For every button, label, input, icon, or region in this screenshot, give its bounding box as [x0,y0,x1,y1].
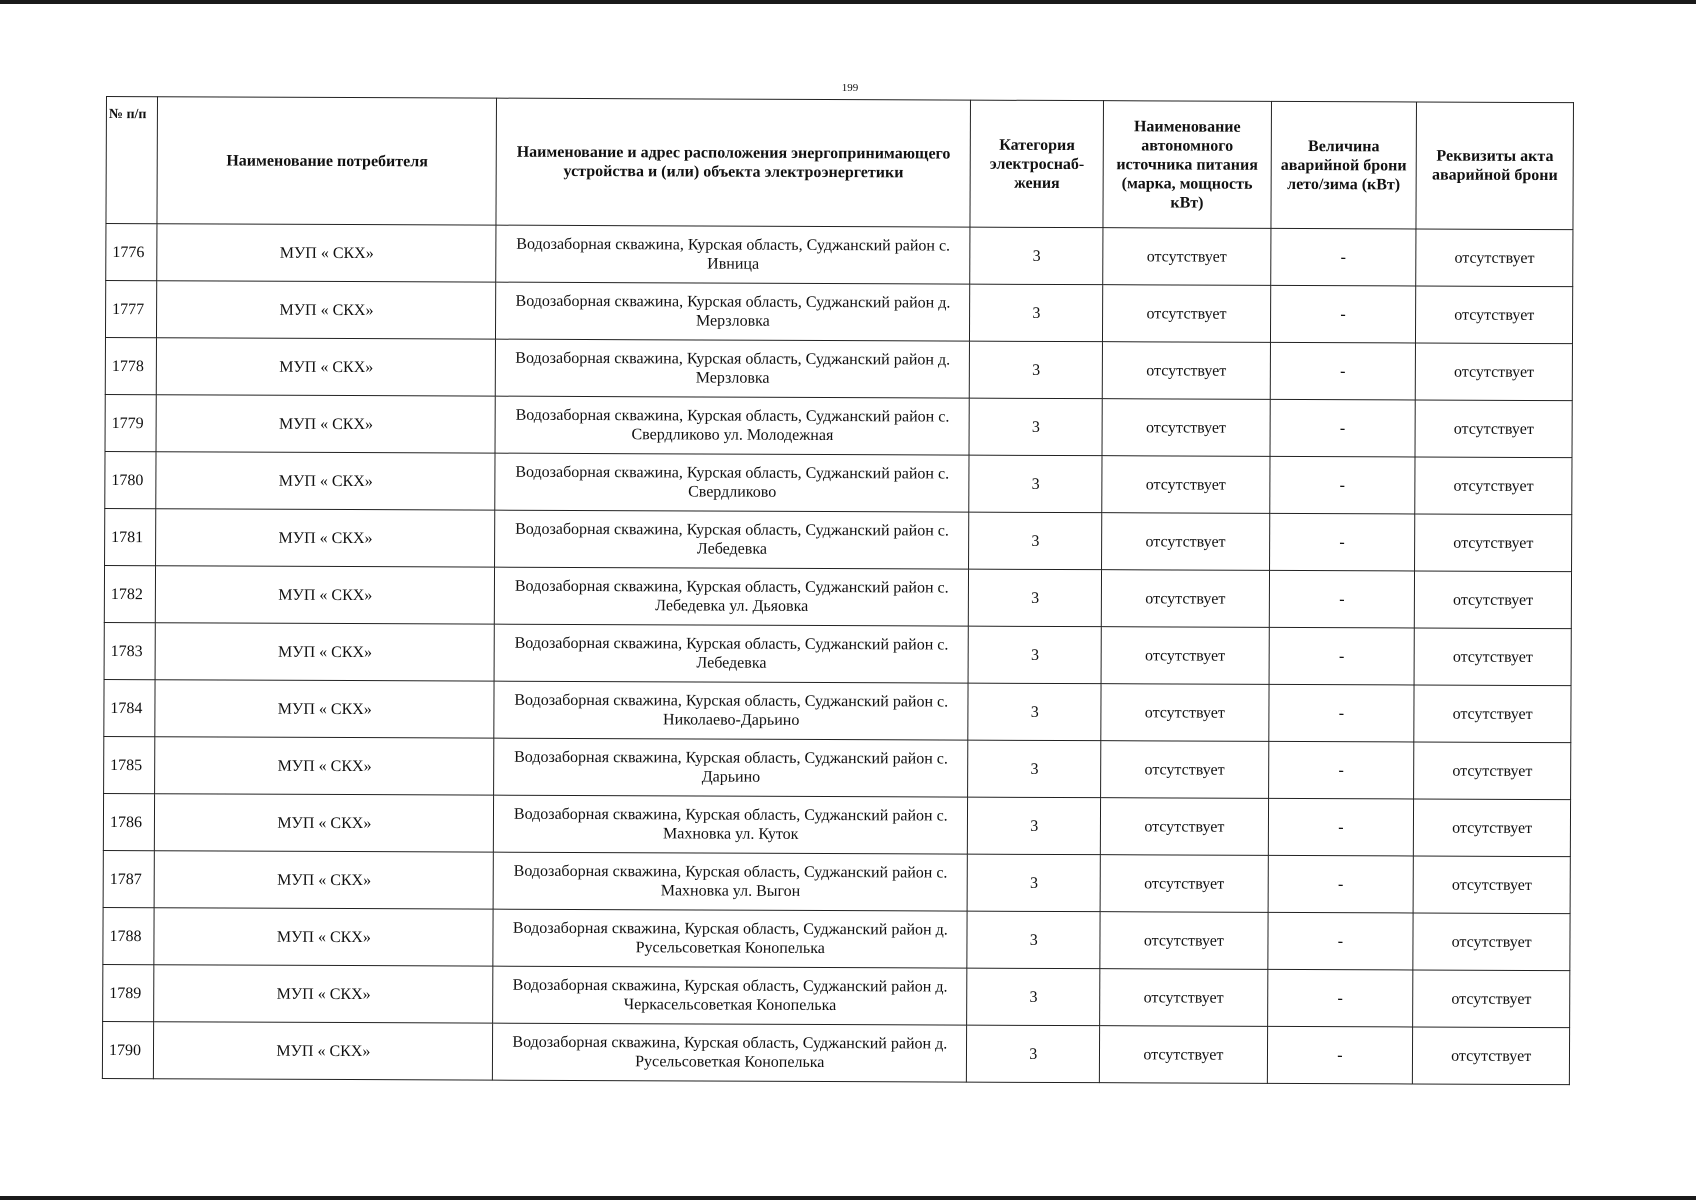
cell-object: Водозаборная скважина, Курская область, Суджанский район д. Черкасельсоветкая Конопелька [493,966,967,1025]
cell-reserve: - [1268,684,1414,742]
cell-consumer: МУП « СКХ» [157,224,496,282]
cell-act: отсутствует [1414,685,1571,743]
cell-consumer: МУП « СКХ» [156,623,495,681]
cell-act: отсутствует [1415,457,1572,515]
cell-object: Водозаборная скважина, Курская область, Суджанский район с. Свердликово [495,453,969,512]
cell-num: 1788 [103,907,155,964]
cell-num: 1785 [104,736,156,793]
table-row [104,565,1571,628]
cell-act: отсутствует [1413,856,1570,914]
cell-consumer: МУП « СКХ» [157,281,496,339]
cell-num: 1787 [103,850,155,907]
table-row [102,1021,1569,1084]
cell-num: 1786 [103,793,155,850]
cell-category: 3 [969,569,1102,627]
cell-act: отсутствует [1415,571,1572,629]
cell-object: Водозаборная скважина, Курская область, Суджанский район д. Мерзловка [496,339,970,398]
cell-autonomous-source: отсутствует [1101,684,1269,742]
table-header [106,97,1574,230]
cell-autonomous-source: отсутствует [1103,228,1271,286]
cell-consumer: МУП « СКХ» [155,680,494,738]
cell-consumer: МУП « СКХ» [156,452,495,510]
cell-autonomous-source: отсутствует [1102,456,1270,514]
cell-reserve: - [1270,228,1416,286]
cell-category: 3 [970,227,1103,285]
header-autonomous-source: Наименование автономного источника питания (марка, мощность кВт) [1103,101,1271,229]
cell-reserve: - [1270,285,1416,343]
cell-category: 3 [968,626,1101,684]
cell-consumer: МУП « СКХ» [156,509,495,567]
table-row [105,281,1572,344]
cell-autonomous-source: отсутствует [1100,912,1268,970]
cell-reserve: - [1268,741,1414,799]
cell-object: Водозаборная скважина, Курская область, Суджанский район д. Мерзловка [496,282,970,341]
cell-object: Водозаборная скважина, Курская область, Суджанский район д. Русельсоветкая Конопелька [493,1023,967,1082]
cell-consumer: МУП « СКХ» [155,737,494,795]
cell-act: отсутствует [1413,1027,1570,1085]
cell-consumer: МУП « СКХ» [154,908,493,966]
cell-num: 1776 [106,224,158,281]
header-consumer: Наименование потребителя [157,97,496,225]
cell-object: Водозаборная скважина, Курская область, Суджанский район с. Махновка ул. Куток [494,795,968,854]
table-row [103,907,1570,970]
cell-reserve: - [1269,627,1415,685]
cell-consumer: МУП « СКХ» [157,338,496,396]
table-row [104,622,1571,685]
cell-autonomous-source: отсутствует [1101,627,1269,685]
cell-category: 3 [970,341,1103,399]
table-row [105,451,1572,514]
table-row [104,736,1571,799]
cell-autonomous-source: отсутствует [1100,969,1268,1027]
table-row [103,850,1570,913]
cell-autonomous-source: отсутствует [1103,342,1271,400]
cell-object: Водозаборная скважина, Курская область, Суджанский район с. Николаево-Дарьино [494,681,968,740]
table-row [104,679,1571,742]
cell-reserve: - [1269,513,1415,571]
cell-act: отсутствует [1416,286,1573,344]
cell-category: 3 [968,797,1101,855]
cell-consumer: МУП « СКХ» [156,566,495,624]
cell-category: 3 [967,1025,1100,1083]
scan-top-edge [0,0,1696,4]
cell-category: 3 [967,854,1100,912]
cell-num: 1777 [105,281,157,338]
cell-object: Водозаборная скважина, Курская область, Суджанский район с. Лебедевка [494,624,968,683]
cell-autonomous-source: отсутствует [1103,285,1271,343]
cell-reserve: - [1267,1026,1413,1084]
cell-object: Водозаборная скважина, Курская область, Суджанский район с. Махновка ул. Выгон [493,852,967,911]
cell-act: отсутствует [1415,514,1572,572]
header-num: № п/п [106,97,158,224]
cell-autonomous-source: отсутствует [1102,399,1270,457]
cell-consumer: МУП « СКХ» [154,1022,493,1080]
table-row [105,394,1572,457]
table-row [106,224,1573,287]
scan-bottom-edge [0,1196,1696,1200]
cell-num: 1790 [102,1021,154,1078]
cell-act: отсутствует [1416,229,1573,287]
cell-reserve: - [1267,969,1413,1027]
cell-num: 1781 [105,508,157,565]
cell-consumer: МУП « СКХ» [155,851,494,909]
cell-reserve: - [1269,456,1415,514]
cell-reserve: - [1270,342,1416,400]
header-reserve: Величина аварийной брони лето/зима (кВт) [1271,101,1417,229]
cell-num: 1783 [104,622,156,679]
table-row [105,337,1572,400]
cell-autonomous-source: отсутствует [1102,513,1270,571]
cell-category: 3 [970,284,1103,342]
cell-consumer: МУП « СКХ» [154,965,493,1023]
cell-category: 3 [969,455,1102,513]
cell-reserve: - [1270,399,1416,457]
cell-num: 1779 [105,394,157,451]
cell-num: 1780 [105,451,157,508]
header-object: Наименование и адрес расположения энергопринимающего устройства и (или) объекта электроэнергетики [496,98,971,227]
cell-act: отсутствует [1415,400,1572,458]
cell-num: 1784 [104,679,156,736]
header-row [106,97,1574,230]
cell-autonomous-source: отсутствует [1102,570,1270,628]
table-row [105,508,1572,571]
cell-category: 3 [968,683,1101,741]
cell-category: 3 [967,968,1100,1026]
cell-category: 3 [968,740,1101,798]
cell-autonomous-source: отсутствует [1100,855,1268,913]
cell-object: Водозаборная скважина, Курская область, Суджанский район с. Ивница [496,225,970,284]
cell-act: отсутствует [1414,628,1571,686]
cell-reserve: - [1269,570,1415,628]
cell-category: 3 [967,911,1100,969]
cell-reserve: - [1268,855,1414,913]
cell-act: отсутствует [1413,970,1570,1028]
cell-autonomous-source: отсутствует [1100,1026,1268,1084]
cell-act: отсутствует [1414,799,1571,857]
cell-category: 3 [969,398,1102,456]
cell-category: 3 [969,512,1102,570]
cell-autonomous-source: отсутствует [1101,798,1269,856]
page-number: 199 [841,82,859,94]
cell-object: Водозаборная скважина, Курская область, Суджанский район с. Свердликово ул. Молодежная [495,396,969,455]
cell-num: 1789 [103,964,155,1021]
cell-object: Водозаборная скважина, Курская область, Суджанский район с. Лебедевка [495,510,969,569]
cell-object: Водозаборная скважина, Курская область, Суджанский район с. Дарьино [494,738,968,797]
table-row [103,793,1570,856]
cell-reserve: - [1267,912,1413,970]
cell-act: отсутствует [1413,913,1570,971]
table-body [102,224,1573,1085]
cell-object: Водозаборная скважина, Курская область, Суджанский район с. Лебедевка ул. Дьяовка [495,567,969,626]
cell-num: 1782 [104,565,156,622]
header-act: Реквизиты акта аварийной брони [1416,102,1573,230]
header-category: Категория электроснаб-жения [970,100,1103,228]
cell-act: отсутствует [1416,343,1573,401]
cell-act: отсутствует [1414,742,1571,800]
cell-consumer: МУП « СКХ» [156,395,495,453]
cell-autonomous-source: отсутствует [1101,741,1269,799]
table-row [103,964,1570,1027]
cell-reserve: - [1268,798,1414,856]
cell-object: Водозаборная скважина, Курская область, Суджанский район д. Русельсоветкая Конопелька [493,909,967,968]
cell-num: 1778 [105,337,157,394]
cell-consumer: МУП « СКХ» [155,794,494,852]
registry-table [102,96,1574,1085]
